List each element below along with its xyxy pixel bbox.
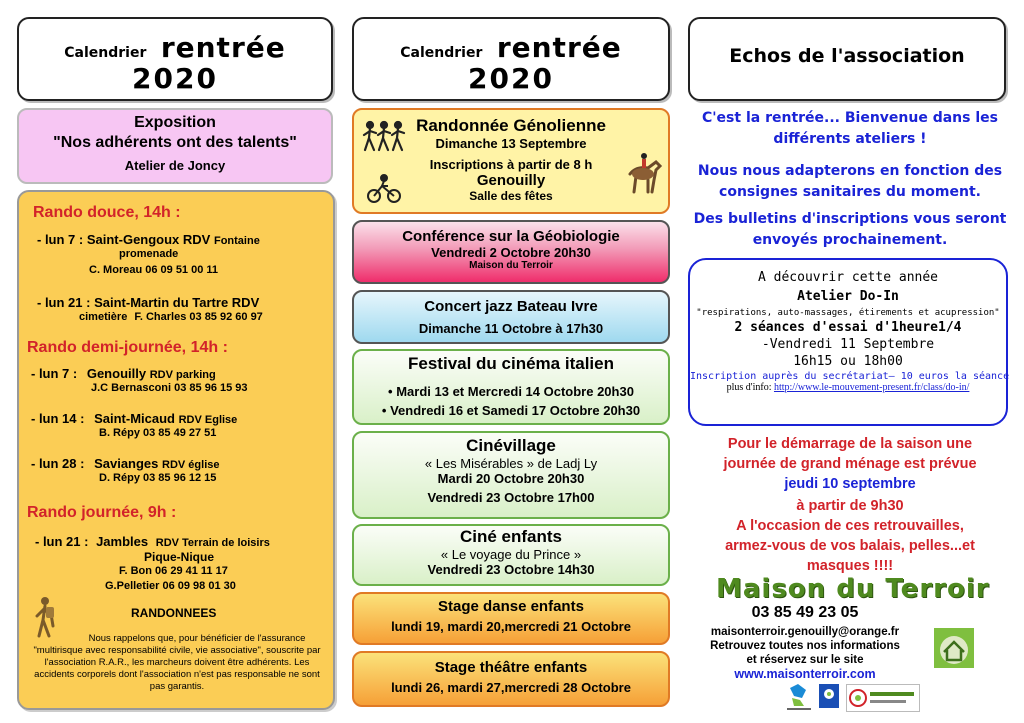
rando-journee-item: - lun 21 : Jambles RDV Terrain de loisirs <box>35 534 270 549</box>
event-concert <box>352 290 670 344</box>
maison-phone: 03 85 49 23 05 <box>751 604 859 621</box>
rando-journee-contact-1: F. Bon 06 29 41 11 17 <box>119 565 228 577</box>
maison-line-1: Retrouvez toutes nos informations <box>710 640 900 652</box>
event-cinevillage-title: Cinévillage <box>466 436 556 455</box>
maison-line-2: et réservez sur le site <box>746 654 864 666</box>
event-geobiologie-place: Maison du Terroir <box>469 260 553 271</box>
event-cinevillage <box>352 431 670 519</box>
rando-demi-item-1-contact: J.C Bernasconi 03 85 96 15 93 <box>91 382 248 394</box>
rando-demi-item-3-contact: D. Répy 03 85 96 12 15 <box>99 472 217 484</box>
event-stage-theatre <box>352 651 670 707</box>
atelier-box <box>688 258 1008 426</box>
col3-title-box <box>688 17 1006 101</box>
saone-et-loire-logo-icon <box>786 682 812 712</box>
rando-journee-heading: Rando journée, 9h : <box>27 504 177 521</box>
region-logo-icon <box>818 682 840 712</box>
maison-email[interactable]: maisonterroir.genouilly@orange.fr <box>710 626 900 638</box>
rando-douce-item-2: - lun 21 : Saint-Martin du Tartre RDV <box>37 295 260 310</box>
col2-title-pre: Calendrier <box>400 45 483 61</box>
house-logo-icon <box>934 628 974 668</box>
rando-demi-item-2-contact: B. Répy 03 85 49 27 51 <box>99 427 217 439</box>
col2-title-big: rentrée <box>496 31 622 64</box>
rando-journee-contact-2: G.Pelletier 06 09 98 01 30 <box>105 580 236 592</box>
event-cine-enfants-title: Ciné enfants <box>459 527 563 546</box>
runners-icon <box>362 120 406 154</box>
event-cinevillage-date-2: Vendredi 23 Octobre 17h00 <box>427 490 595 505</box>
col1-title-pre: Calendrier <box>64 45 147 61</box>
expo-place: Atelier de Joncy <box>124 158 226 173</box>
rando-demi-item-2: - lun 14 : Saint-Micaud RDV Eglise <box>31 411 238 426</box>
rando-demi-heading: Rando demi-journée, 14h : <box>27 339 228 356</box>
event-festival-date-2: • Vendredi 16 et Samedi 17 Octobre 20h30 <box>381 403 641 418</box>
event-randonnee <box>352 108 670 214</box>
event-stage-danse <box>352 592 670 645</box>
event-randonnee-inscriptions: Inscriptions à partir de 8 h <box>429 157 593 172</box>
rando-douce-item-1: - lun 7 : Saint-Gengoux RDV Fontaine <box>37 232 260 247</box>
event-cine-enfants <box>352 524 670 586</box>
event-concert-date: Dimanche 11 Octobre à 17h30 <box>418 321 604 336</box>
event-randonnee-hall: Salle des fêtes <box>469 189 553 203</box>
col2-title-year: 2020 <box>468 62 554 95</box>
maison-contact <box>690 625 920 681</box>
atelier-info: plus d'info: http://www.le-mouvement-present.fr/class/do-in/ <box>726 382 970 393</box>
event-geobiologie-title: Conférence sur la Géobiologie <box>402 228 620 245</box>
maison-logo: Maison du Terroir <box>716 574 990 604</box>
event-stage-theatre-title: Stage théâtre enfants <box>434 659 588 676</box>
event-concert-title: Concert jazz Bateau Ivre <box>424 298 598 315</box>
sud-cote-chalonnaise-logo-icon <box>846 684 920 712</box>
atelier-info-link[interactable]: http://www.le-mouvement-present.fr/class/do-in/ <box>773 382 970 393</box>
atelier-description: "respirations, auto-massages, étirements et acupression" <box>696 308 1000 318</box>
event-cine-enfants-film: « Le voyage du Prince » <box>440 547 582 562</box>
atelier-name: Atelier Do-In <box>797 289 899 304</box>
rando-journee-extra: Pique-Nique <box>144 550 215 564</box>
rando-demi-item-1: - lun 7 : Genouilly RDV parking <box>31 366 216 381</box>
event-cinevillage-date-1: Mardi 20 Octobre 20h30 <box>437 471 585 486</box>
event-festival-date-1: • Mardi 13 et Mercredi 14 Octobre 20h30 <box>388 384 634 399</box>
rando-panel <box>17 190 335 710</box>
event-festival-title: Festival du cinéma italien <box>408 354 614 373</box>
menage-text: Pour le démarrage de la saison une journée de grand ménage est prévue jeudi 10 septembre à partir de 9h30 A l'occasion de ces retrouvailles, armez-vous de vos balais, pelles...et masques !!!! <box>723 436 977 574</box>
rando-douce-item-2-contact: cimetière F. Charles 03 85 92 60 97 <box>79 311 263 323</box>
expo-subtitle: "Nos adhérents ont des talents" <box>53 134 297 151</box>
col1-title-year: 2020 <box>132 62 218 95</box>
col3-title: Echos de l'association <box>729 45 965 67</box>
col1-title-box <box>17 17 333 101</box>
intro-text: C'est la rentrée... Bienvenue dans les différents ateliers ! Nous nous adapterons en fonction des consignes sanitaires du moment. Des bulletins d'inscriptions vous seront envoyés prochainement. <box>693 110 1007 248</box>
expo-title: Exposition <box>134 114 216 131</box>
event-geobiologie <box>352 220 670 284</box>
event-stage-danse-dates: lundi 19, mardi 20,mercredi 21 Octobre <box>391 619 631 634</box>
cyclist-icon <box>366 174 402 204</box>
event-stage-danse-title: Stage danse enfants <box>438 598 584 615</box>
event-cinevillage-film: « Les Misérables » de Ladj Ly <box>424 456 598 471</box>
rando-douce-heading: Rando douce, 14h : <box>33 204 181 221</box>
col2-title-box <box>352 17 670 101</box>
event-randonnee-date: Dimanche 13 Septembre <box>435 136 587 151</box>
event-festival <box>352 349 670 425</box>
rando-douce-item-1-contact: C. Moreau 06 09 51 00 11 <box>89 264 219 276</box>
event-cine-enfants-date: Vendredi 23 Octobre 14h30 <box>427 562 595 577</box>
rando-douce-item-1-rdv2: promenade <box>119 248 179 260</box>
event-geobiologie-date: Vendredi 2 Octobre 20h30 <box>431 245 591 260</box>
atelier-times: 16h15 ou 18h00 <box>793 354 903 369</box>
event-stage-theatre-dates: lundi 26, mardi 27,mercredi 28 Octobre <box>391 680 631 695</box>
randonnees-text: Nous rappelons que, pour bénéficier de l'assurance "multirisque avec responsabilité civile, vie associative", souscrite par l'association R.A.R., les marcheurs doivent être adhérents. Les accidents corporels dont l'association n'est pas responsable ne sont pas garantis. <box>33 633 321 692</box>
atelier-inscription: Inscription auprès du secrétariat— 10 euros la séance <box>690 371 1010 382</box>
rando-demi-item-3: - lun 28 : Savianges RDV église <box>31 456 220 471</box>
atelier-date: -Vendredi 11 Septembre <box>761 337 935 352</box>
atelier-sessions: 2 séances d'essai d'1heure1/4 <box>734 320 962 335</box>
event-randonnee-title: Randonnée Génolienne <box>416 116 606 135</box>
maison-site[interactable]: www.maisonterroir.com <box>734 667 876 681</box>
horse-rider-icon <box>626 150 666 194</box>
col1-title-big: rentrée <box>160 31 286 64</box>
atelier-discover: A découvrir cette année <box>757 270 938 285</box>
expo-box <box>17 108 333 184</box>
randonnees-heading: RANDONNEES <box>131 606 217 620</box>
event-randonnee-place: Genouilly <box>476 172 546 189</box>
